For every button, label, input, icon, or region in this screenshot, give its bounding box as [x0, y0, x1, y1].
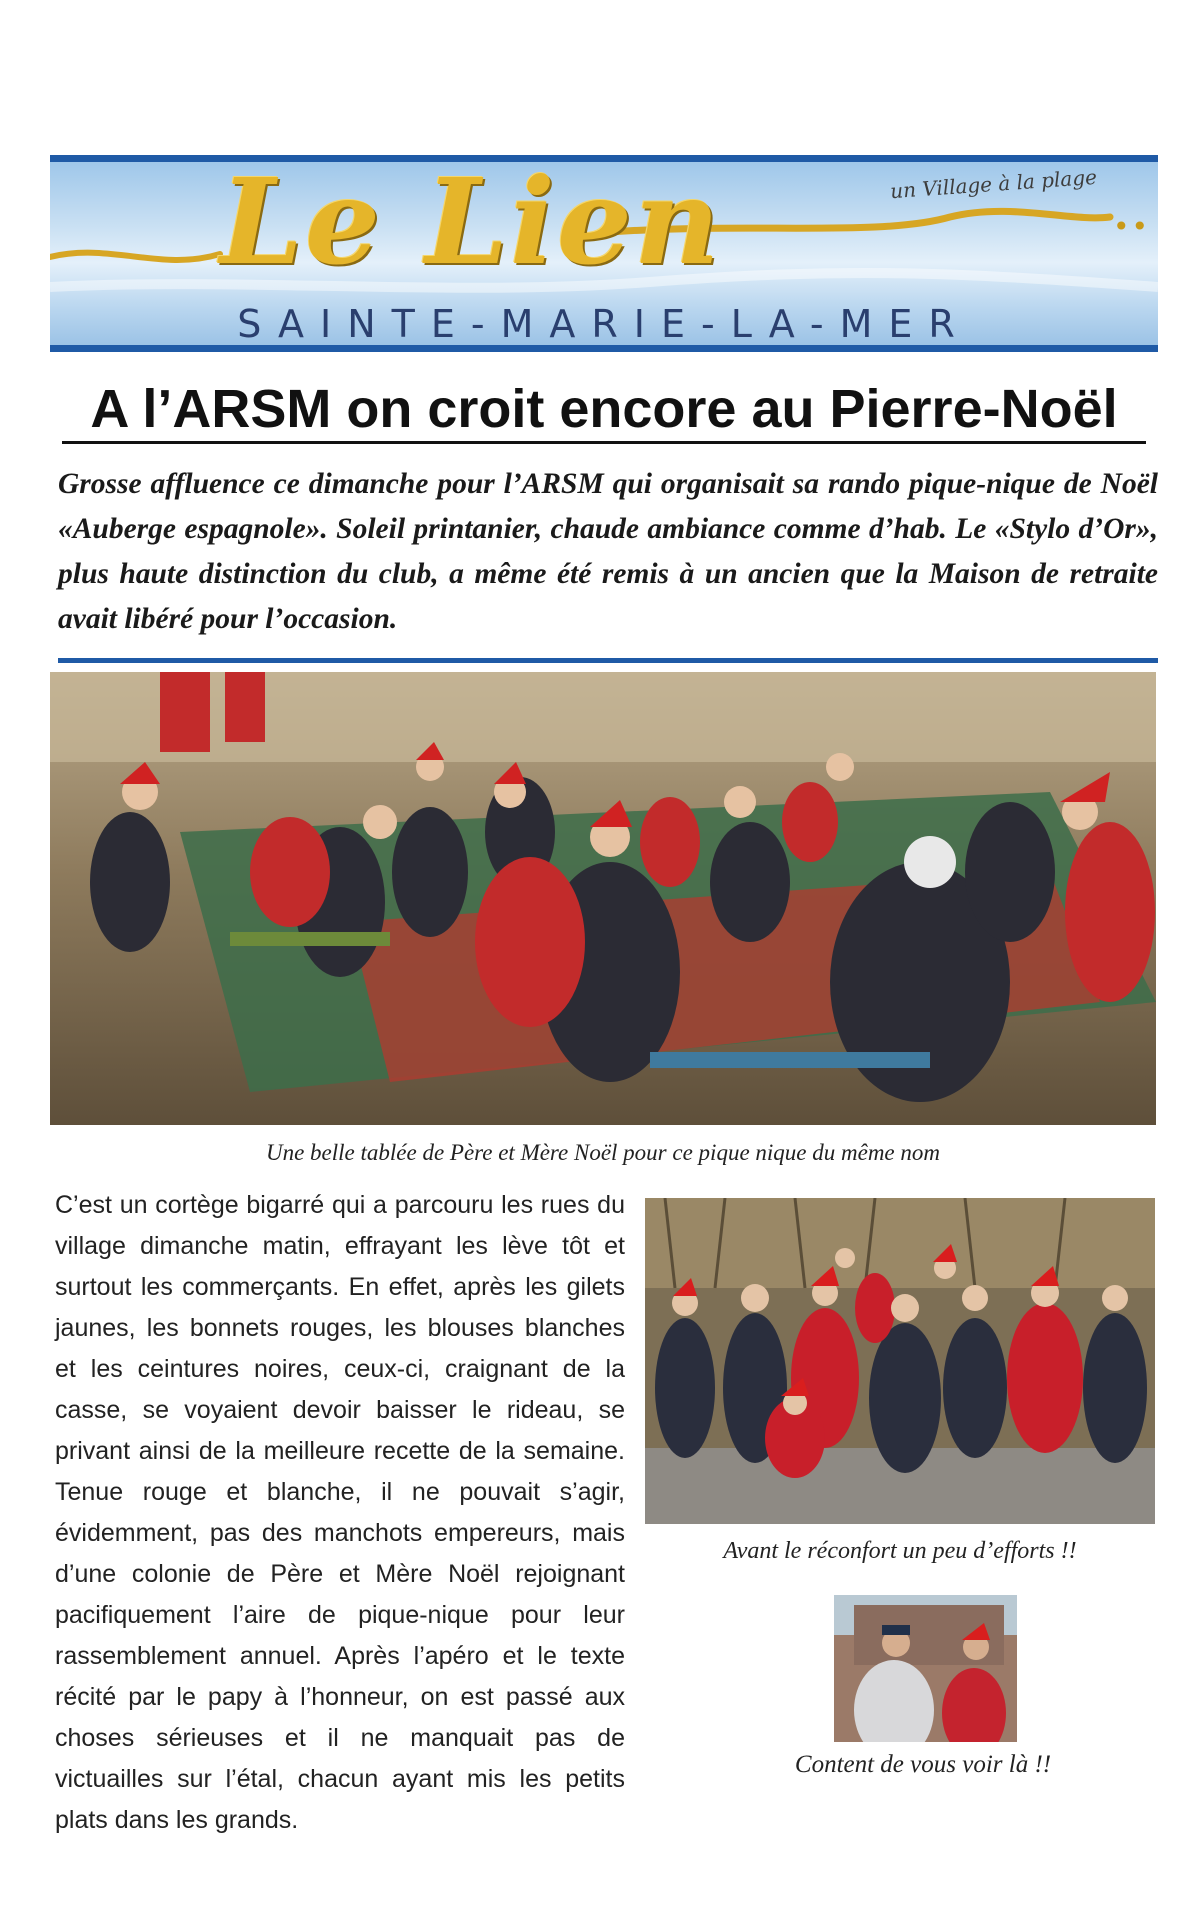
masthead-banner: [50, 155, 1158, 352]
masthead-tagline: un Village à la plage: [889, 164, 1098, 204]
couple-photo-caption: Content de vous voir là !!: [794, 1751, 1052, 1778]
headline-divider: [62, 441, 1146, 444]
group-photo: [645, 1198, 1155, 1524]
lead-divider: [58, 658, 1158, 663]
article-headline: A l’ARSM on croit encore au Pierre-Noël: [90, 379, 1118, 439]
picnic-table-photo: [50, 672, 1156, 1125]
article-body: C’est un cortège bigarré qui a parcouru les rues du village dimanche matin, effrayant les lève tôt et surtout les commerçants. En effet, après les gilets jaunes, les bonnets rouges, les blouses blanches et les ceintures noires, ceux-ci, craignant de la casse, se voyaient devoir baisser le rideau, se privant ainsi de la meilleure recette de la semaine. Tenue rouge et blanche, il ne pouvait s’agir, évidemment, pas des manchots empereurs, mais d’une colonie de Père et Mère Noël rejoignant pacifiquement l’aire de pique-nique pour leur rassemblement annuel. Après l’apéro et le texte récité par le papy à l’honneur, on est passé aux choses sérieuses et il ne manquait pas de victuailles sur l’étal, chacun ayant mis les petits plats dans les grands.: [55, 1191, 625, 1834]
masthead-dots: ••: [1112, 210, 1150, 243]
couple-photo: [834, 1595, 1017, 1742]
article-lead: Grosse affluence ce dimanche pour l’ARSM qui organisait sa rando pique-nique de Noël «Auberge espagnole». Soleil printanier, chaude ambiance comme d’hab. Le «Stylo d’Or», plus haute distinction du club, a même été remis à un ancien que la Maison de retraite avait libéré pour l’occasion.: [58, 468, 1158, 635]
masthead-place: SAINTE-MARIE-LA-MER: [237, 302, 971, 346]
group-photo-caption: Avant le réconfort un peu d’efforts !!: [723, 1538, 1077, 1564]
masthead-logo: Le Lien: [220, 155, 722, 291]
main-photo-caption: Une belle tablée de Père et Mère Noël pour ce pique nique du même nom: [265, 1140, 940, 1165]
